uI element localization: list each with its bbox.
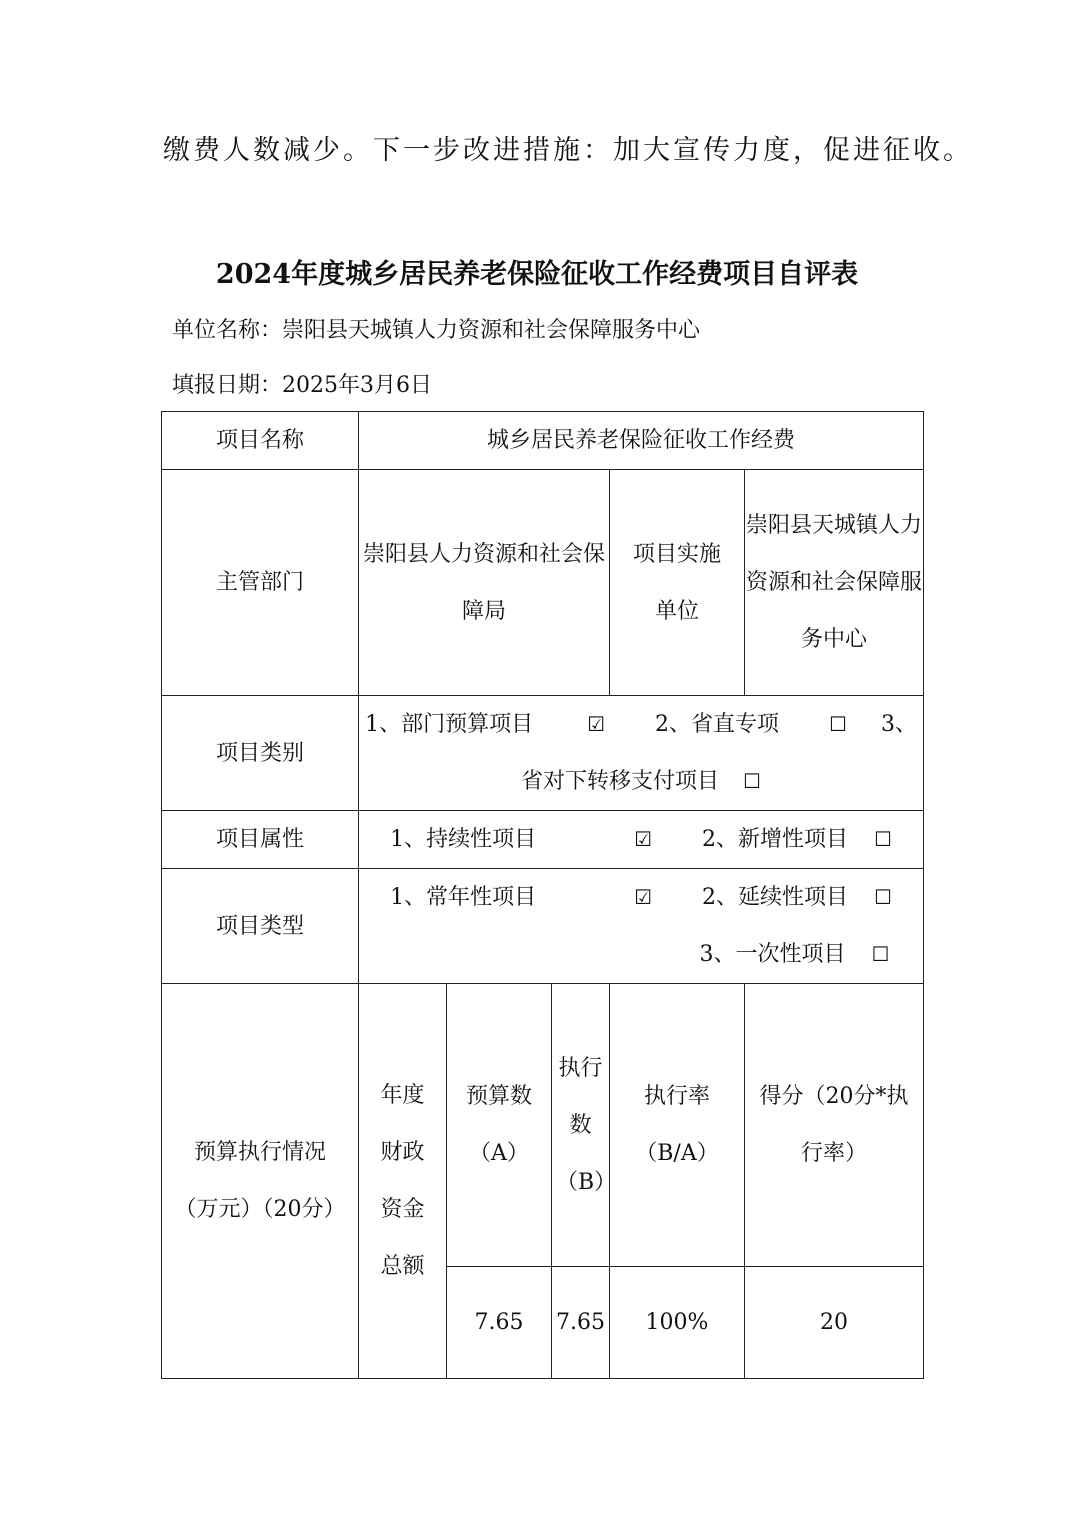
exec-b-label: 执行数（B） [552,984,610,1267]
type-label: 项目类型 [162,869,359,984]
project-name-label: 项目名称 [162,412,359,470]
type-opt3: 3、一次性项目 [699,942,846,967]
type-options [359,869,924,984]
attr-opt2-checkbox[interactable]: ☐ [874,827,892,851]
exec-rate-label: 执行率（B/A） [610,984,745,1267]
category-opt2: 2、省直专项 [655,712,780,737]
row-department [162,470,924,696]
budget-a-value: 7.65 [447,1267,552,1379]
category-opt3-checkbox[interactable]: ☐ [743,769,761,793]
category-opt2-checkbox[interactable]: ☐ [829,712,847,736]
type-opt1-checkbox[interactable]: ☑ [634,885,653,909]
category-options [359,696,924,811]
annual-fund-label: 年度财政资金总额 [359,984,447,1379]
fill-date: 填报日期：2025年3月6日 [172,373,432,398]
type-opt2: 2、延续性项目 [702,885,849,910]
impl-unit-value: 崇阳县天城镇人力资源和社会保障服务中心 [745,470,924,696]
budget-label: 预算执行情况（万元）（20分） [162,984,359,1379]
attr-options [359,811,924,869]
unit-name: 单位名称：崇阳县天城镇人力资源和社会保障服务中心 [172,318,701,343]
attr-label: 项目属性 [162,811,359,869]
row-budget-header [162,984,924,1267]
project-name-value: 城乡居民养老保险征收工作经费 [359,412,924,470]
type-opt1: 1、常年性项目 [390,885,537,910]
type-opt3-checkbox[interactable]: ☐ [871,942,890,966]
row-category [162,696,924,811]
category-opt1-checkbox[interactable]: ☑ [587,712,606,736]
attr-opt1-checkbox[interactable]: ☑ [634,827,653,851]
form-title: 2024年度城乡居民养老保险征收工作经费项目自评表 [215,259,859,290]
budget-a-label: 预算数（A） [447,984,552,1267]
impl-unit-label: 项目实施单位 [610,470,745,696]
category-opt3: 3、省对下转移支付项目 [521,712,917,794]
attr-opt1: 1、持续性项目 [390,827,537,852]
dept-value: 崇阳县人力资源和社会保障局 [359,470,610,696]
type-opt2-checkbox[interactable]: ☐ [874,885,892,909]
score-value: 20 [745,1267,924,1379]
row-type [162,869,924,984]
intro-paragraph: 缴费人数减少。下一步改进措施：加大宣传力度，促进征收。 [163,135,973,166]
score-label: 得分（20分*执行率） [745,984,924,1267]
exec-b-value: 7.65 [552,1267,610,1379]
category-label: 项目类别 [162,696,359,811]
dept-label: 主管部门 [162,470,359,696]
attr-opt2: 2、新增性项目 [702,827,849,852]
self-evaluation-table [161,411,924,1379]
category-opt1: 1、部门预算项目 [365,712,534,737]
row-attribute [162,811,924,869]
row-project-name [162,412,924,470]
exec-rate-value: 100% [610,1267,745,1379]
